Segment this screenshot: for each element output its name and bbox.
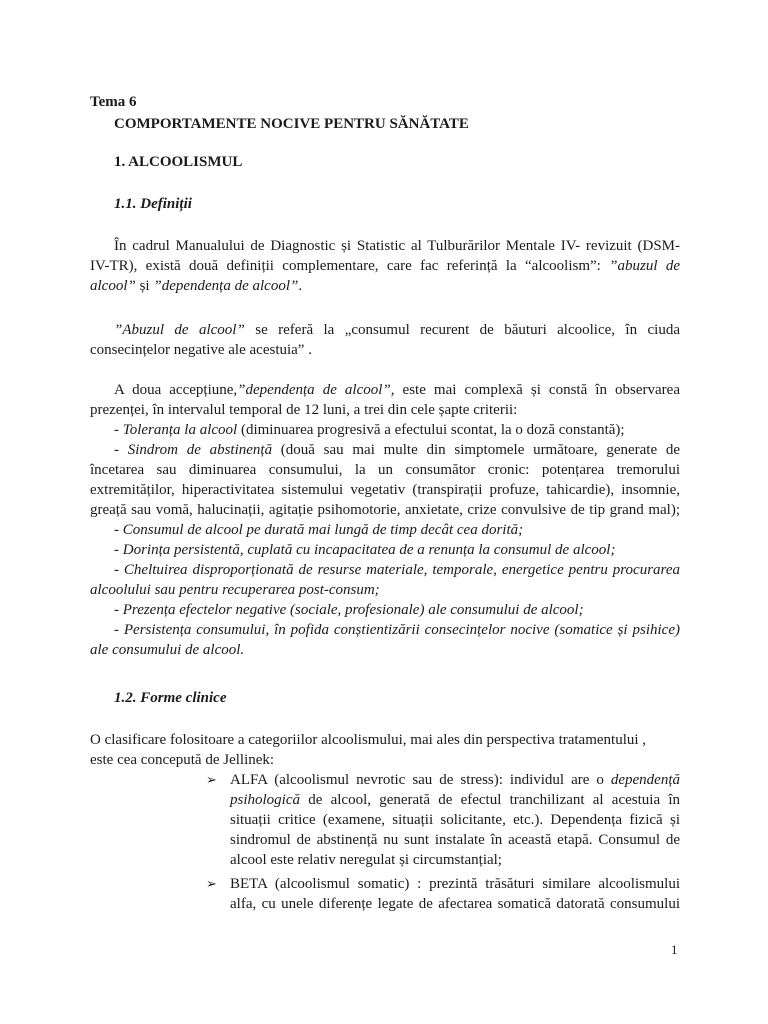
lesson-number: Tema 6	[90, 94, 137, 110]
text-line: BETA (alcoolismul somatic) : prezintă trăsături similare alcoolismului	[230, 876, 680, 892]
text-line: A doua accepțiune,”dependența de alcool”, este mai complexă și constă în observarea	[114, 382, 680, 398]
criterion-item: - Dorința persistentă, cuplată cu incapacitatea de a renunța la consumul de alcool;	[114, 542, 616, 558]
bullet-text	[230, 874, 680, 914]
text-line: sindromul de abstinență nu sunt instalate în această etapă. Consumul de	[230, 832, 680, 848]
text-line: alfa, cu unele diferențe legate de afectarea somatică datorată consumului	[230, 896, 680, 912]
criterion-item: - Prezența efectelor negative (sociale, profesionale) ale consumului de alcool;	[114, 602, 584, 618]
bullet-alfa	[206, 770, 680, 870]
arrowhead-bullet-icon: ➢	[206, 772, 217, 787]
text-line: extremităților, hiperactivitatea sistemului vegetativ (transpirații profuze, tahicardie), insomnie,	[90, 482, 680, 498]
text-line: alcoolului sau pentru recuperarea post-consum;	[90, 582, 380, 598]
criterion-item: - Cheltuirea disproporționată de resurse materiale, temporale, energetice pentru procurarea	[114, 562, 680, 578]
text-line: psihologică de alcool, generată de efectul tranchilizant al acestuia în	[230, 792, 680, 808]
text-line: IV-TR), există două definiții complementare, care fac referință la “alcoolism”: ”abuzul de	[90, 258, 680, 274]
text-line: alcool este relativ neregulat și circumstanțial;	[230, 852, 502, 868]
text-line: alcool” și ”dependența de alcool”.	[90, 278, 303, 294]
page-number: 1	[671, 942, 678, 957]
criterion-item: - Toleranța la alcool (diminuarea progresivă a efectului scontat, la o doză constantă);	[114, 422, 625, 438]
paragraph-dependence-criteria	[90, 380, 680, 660]
criterion-item: - Consumul de alcool pe durată mai lungă de timp decât cea dorită;	[114, 522, 524, 538]
text-line: este cea concepută de Jellinek:	[90, 752, 275, 768]
text-line: prezenței, în intervalul temporal de 12 luni, a trei din cele șapte criterii:	[90, 402, 518, 418]
text-line: greață sau vomă, halucinații, agitație psihomotorie, anxietate, crize convulsive de tip grand mal);	[90, 502, 680, 518]
text-line: ”Abuzul de alcool” se referă la „consumul recurent de băuturi alcoolice, în ciuda	[114, 322, 680, 338]
paragraph-dsm	[90, 236, 680, 296]
section-heading: 1. ALCOOLISMUL	[114, 154, 243, 170]
text-line: încetarea sau diminuarea consumului, la un consumător cronic: potențarea tremorului	[90, 462, 680, 478]
arrowhead-bullet-icon: ➢	[206, 876, 217, 891]
paragraph-jellinek	[90, 730, 680, 770]
subsection-heading-clinical-forms: 1.2. Forme clinice	[114, 690, 227, 706]
text-line: ALFA (alcoolismul nevrotic sau de stress): individul are o dependență	[230, 772, 680, 788]
text-line: În cadrul Manualului de Diagnostic și Statistic al Tulburărilor Mentale IV- revizuit (DSM-	[114, 238, 680, 254]
subsection-heading-definitions: 1.1. Definiții	[114, 196, 192, 212]
bullet-beta	[206, 874, 680, 914]
text-line: consecințelor negative ale acestuia” .	[90, 342, 312, 358]
document-title: COMPORTAMENTE NOCIVE PENTRU SĂNĂTATE	[114, 116, 469, 132]
text-line: O clasificare folositoare a categoriilor alcoolismului, mai ales din perspectiva tratamentului ,	[90, 732, 647, 748]
text-line: ale consumului de alcool.	[90, 642, 245, 658]
bullet-text	[230, 770, 680, 870]
text-line: situații critice (examene, situații solicitante, etc.). Dependența fizică și	[230, 812, 680, 828]
paragraph-abuse-definition	[90, 320, 680, 360]
criterion-item: - Persistența consumului, în pofida conștientizării consecințelor nocive (somatice și psihice)	[114, 622, 680, 638]
criterion-item: - Sindrom de abstinență (două sau mai multe din simptomele următoare, generate de	[114, 442, 680, 458]
